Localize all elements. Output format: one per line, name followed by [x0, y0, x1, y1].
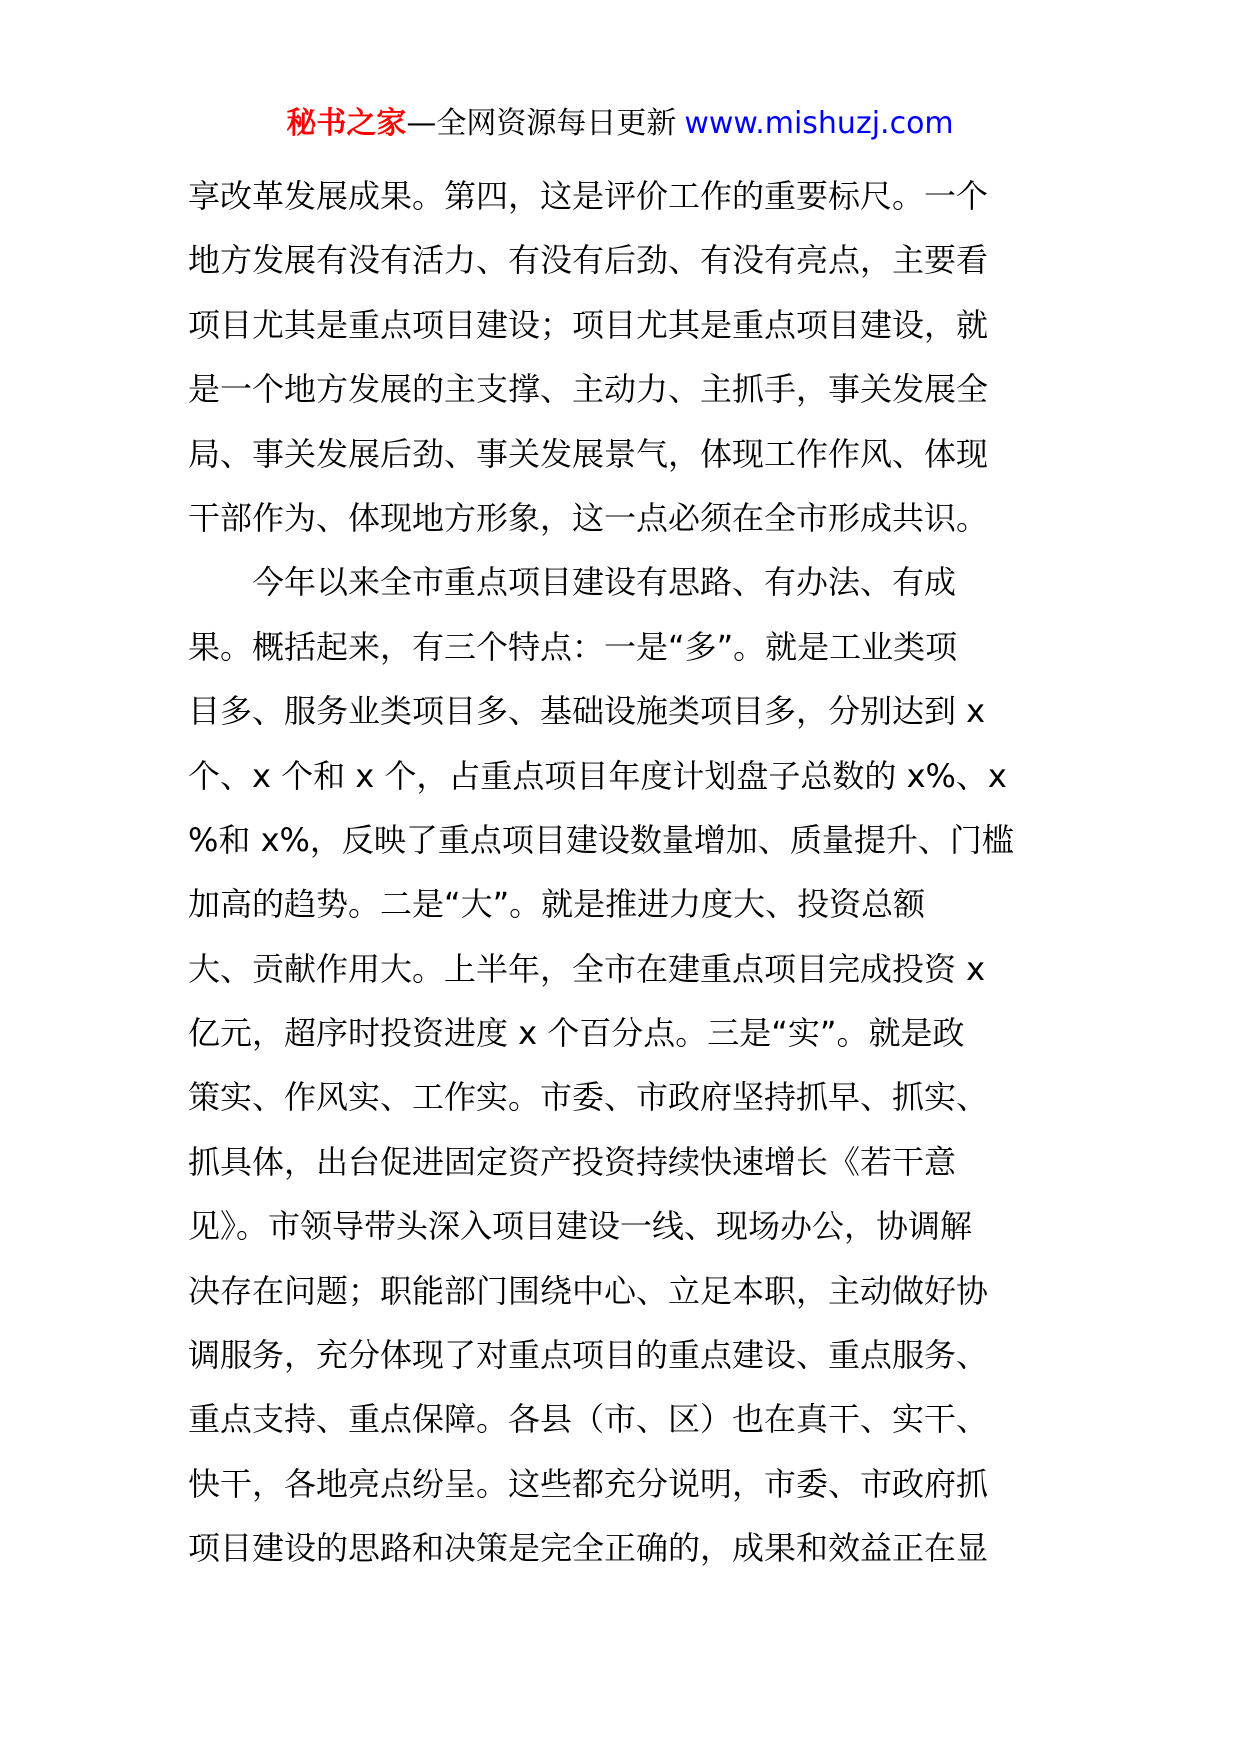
- text-line: 享改革发展成果。第四，这是评价工作的重要标尺。一个: [188, 177, 989, 215]
- text-line: 地方发展有没有活力、有没有后劲、有没有亮点，主要看: [188, 241, 989, 280]
- text-line: 今年以来全市重点项目建设有思路、有办法、有成: [252, 563, 957, 602]
- text-line: 果。概括起来，有三个特点：一是“多”。就是工业类项: [188, 627, 958, 666]
- text-line: 加高的趋势。二是“大”。就是推进力度大、投资总额: [188, 885, 926, 924]
- text-line: 抓具体，出台促进固定资产投资持续快速增长《若干意: [188, 1142, 957, 1181]
- text-line: %和 x%，反映了重点项目建设数量增加、质量提升、门槛: [188, 820, 1014, 859]
- text-line: 策实、作风实、工作实。市委、市政府坚持抓早、抓实、: [188, 1078, 989, 1117]
- text-line: 亿元，超序时投资进度 x 个百分点。三是“实”。就是政: [188, 1014, 965, 1053]
- text-line: 干部作为、体现地方形象，这一点必须在全市形成共识。: [188, 498, 989, 537]
- text-line: 是一个地方发展的主支撑、主动力、主抓手，事关发展全: [188, 370, 989, 409]
- text-line: 快干，各地亮点纷呈。这些都充分说明，市委、市政府抓: [188, 1464, 989, 1503]
- text-line: 项目建设的思路和决策是完全正确的，成果和效益正在显: [188, 1529, 989, 1568]
- text-line: 项目尤其是重点项目建设；项目尤其是重点项目建设，就: [188, 305, 989, 344]
- text-line: 局、事关发展后劲、事关发展景气，体现工作作风、体现: [188, 434, 989, 473]
- text-line: 见》。市领导带头深入项目建设一线、现场办公，协调解: [188, 1207, 973, 1246]
- watermark-header: [0, 104, 1240, 144]
- text-line: 调服务，充分体现了对重点项目的重点建设、重点服务、: [188, 1336, 989, 1375]
- watermark-brand: 秘书之家: [286, 106, 407, 141]
- watermark-url-link[interactable]: www.mishuzj.com: [684, 106, 954, 141]
- text-line: 重点支持、重点保障。各县（市、区）也在真干、实干、: [188, 1400, 989, 1439]
- text-line: 目多、服务业类项目多、基础设施类项目多，分别达到 x: [188, 692, 986, 731]
- text-line: 个、x 个和 x 个，占重点项目年度计划盘子总数的 x%、x: [188, 756, 1007, 795]
- text-line: 决存在问题；职能部门围绕中心、立足本职，主动做好协: [188, 1271, 989, 1310]
- text-line: 大、贡献作用大。上半年，全市在建重点项目完成投资 x: [188, 949, 986, 988]
- body-text: [188, 164, 1058, 1581]
- watermark-tagline: —全网资源每日更新: [406, 106, 677, 141]
